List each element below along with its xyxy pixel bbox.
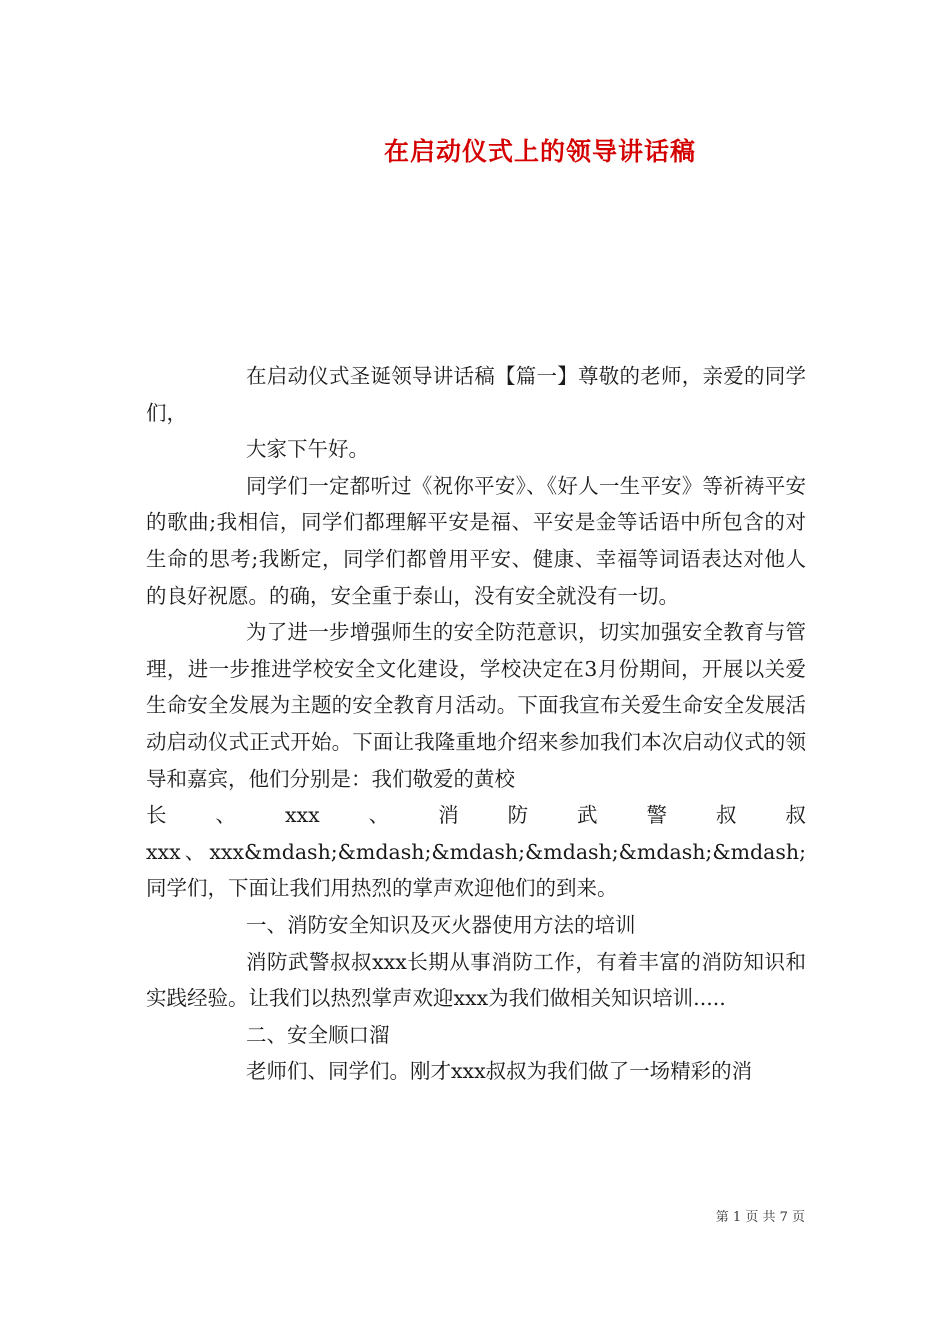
paragraph-safety-songs: 同学们一定都听过《祝你平安》、《好人一生平安》等祈祷平安的歌曲;我相信，同学们都理解平安是福、平安是金等话语中所包含的对生命的思考;我断定，同学们都曾用平安、健康、幸福等词语表达对他人的良好祝愿。的确，安全重于泰山，没有安全就没有一切。 — [146, 473, 806, 608]
document-title: 在启动仪式上的领导讲话稿 — [383, 137, 696, 166]
page-footer: 第 1 页 共 7 页 — [715, 1210, 805, 1225]
paragraph-activity-intro-text: 为了进一步增强师生的安全防范意识，切实加强安全教育与管理，进一步推进学校安全文化建设，学校决定在3月份期间，开展以关爱生命安全发展为主题的安全教育月活动。下面我宣布关爱生命安全发展活动启动仪式正式开始。下面让我隆重地介绍来参加我们本次启动仪式的领导和嘉宾，他们分别是：我们敬爱的黄校 — [146, 620, 806, 791]
document-body — [146, 358, 806, 1090]
paragraph-fire-training: 消防武警叔叔xxx长期从事消防工作，有着丰富的消防知识和实践经验。让我们以热烈掌声欢迎xxx为我们做相关知识培训..... — [146, 949, 806, 1011]
paragraph-afternoon: 大家下午好。 — [246, 437, 369, 462]
guest-list-line: 长、xxx、消防武警叔叔 — [146, 803, 806, 828]
section-heading-fire-training: 一、消防安全知识及灭火器使用方法的培训 — [246, 912, 636, 937]
paragraph-greeting: 在启动仪式圣诞领导讲话稿【篇一】尊敬的老师，亲爱的同学们， — [146, 364, 806, 425]
paragraph-safety-rhyme: 老师们、同学们。刚才xxx叔叔为我们做了一场精彩的消 — [246, 1059, 753, 1084]
guest-list-continued: xxx、xxx&mdash;&mdash;&mdash;&mdash;&mdash;&mdash;同学们，下面让我们用热烈的掌声欢迎他们的到来。 — [146, 839, 806, 901]
section-heading-safety-rhyme: 二、安全顺口溜 — [246, 1022, 390, 1047]
paragraph-activity-intro — [146, 614, 806, 907]
